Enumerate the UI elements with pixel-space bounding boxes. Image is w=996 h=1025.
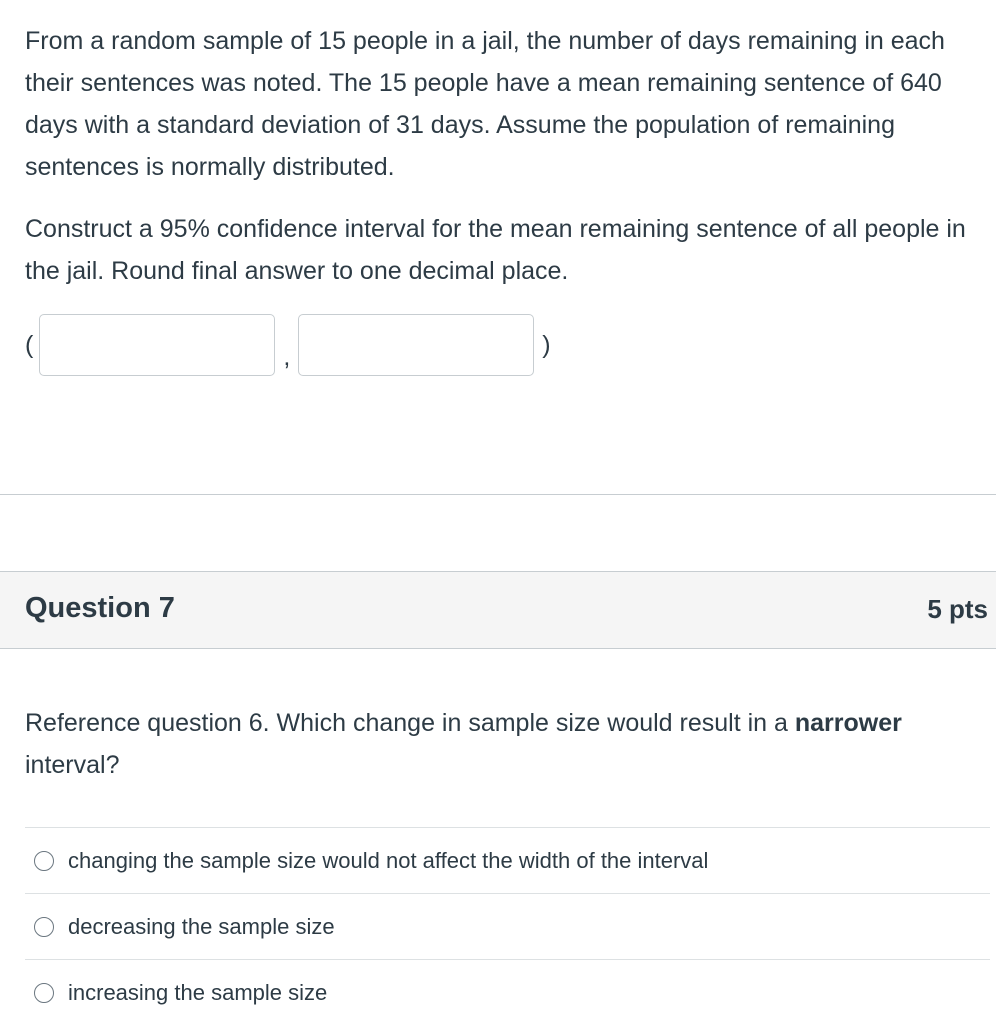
question-6-paragraph-2: Construct a 95% confidence interval for the mean remaining sentence of all people in the jail. Round final answer to one decimal place. (25, 215, 966, 285)
radio-button-icon[interactable] (34, 917, 54, 937)
answer-options (25, 827, 990, 1025)
question-7-text-part-1: Reference question 6. Which change in sample size would result in a (25, 709, 795, 737)
radio-button-icon[interactable] (34, 851, 54, 871)
question-6-body (25, 20, 980, 292)
answer-option[interactable] (25, 827, 990, 893)
answer-option[interactable] (25, 959, 990, 1025)
upper-bound-input[interactable] (298, 314, 534, 376)
interval-answer-row (25, 312, 551, 378)
question-7-header (0, 571, 996, 649)
answer-option-label: increasing the sample size (68, 979, 328, 1005)
lower-bound-input[interactable] (39, 314, 275, 376)
open-paren: ( (25, 330, 34, 359)
question-7-text (25, 702, 980, 786)
question-divider (0, 494, 996, 495)
answer-option[interactable] (25, 893, 990, 959)
question-7-text-part-2: interval? (25, 751, 120, 779)
close-paren: ) (542, 330, 551, 359)
question-6-paragraph-1: From a random sample of 15 people in a jail, the number of days remaining in each their sentences was noted. The 15 people have a mean remaining sentence of 640 days with a standard deviation of 31 days. Assume the population of remaining sentences is normally distributed. (25, 27, 945, 181)
question-7-text-bold: narrower (794, 709, 902, 737)
answer-option-label: decreasing the sample size (68, 913, 335, 939)
radio-button-icon[interactable] (34, 983, 54, 1003)
question-7-title: Question 7 (25, 592, 175, 624)
comma-separator: , (283, 343, 291, 371)
answer-option-label: changing the sample size would not affect the width of the interval (68, 847, 709, 873)
question-7-points: 5 pts (927, 594, 988, 624)
